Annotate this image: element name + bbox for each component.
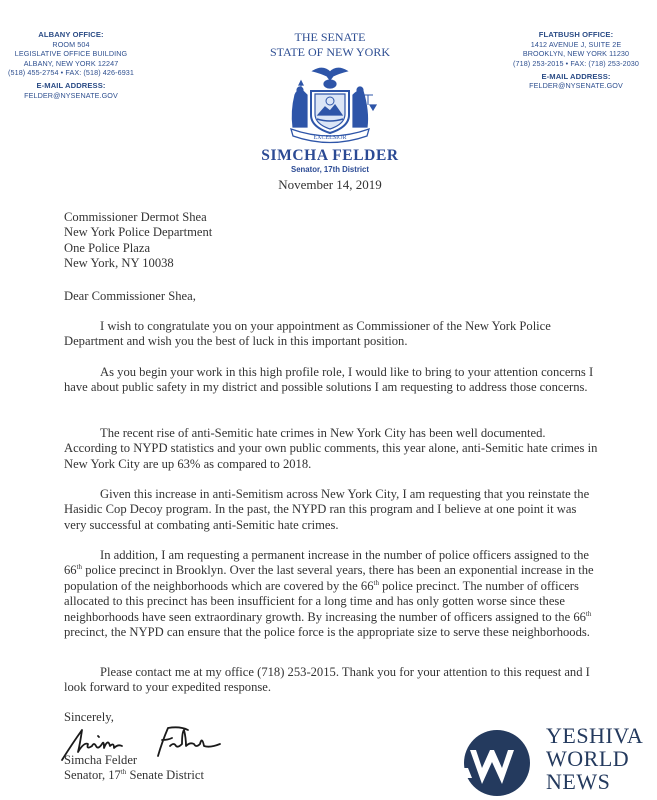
recipient-line: New York Police Department — [64, 225, 213, 240]
flatbush-email: FELDER@NYSENATE.GOV — [529, 81, 623, 91]
ordinal-suffix: th — [585, 609, 592, 618]
albany-email: FELDER@NYSENATE.GOV — [24, 91, 118, 101]
flatbush-email-heading: E-MAIL ADDRESS: — [541, 71, 611, 81]
recipient-line: One Police Plaza — [64, 240, 151, 255]
watermark-line: NEWS — [546, 769, 611, 794]
salutation: Dear Commissioner Shea, — [64, 289, 196, 303]
ordinal-suffix: th — [76, 563, 83, 572]
albany-office-block — [0, 30, 142, 101]
albany-office-phone: (518) 455-2754 • FAX: (518) 426-6931 — [8, 68, 134, 78]
senator-title: Senator, 17th District — [291, 165, 369, 174]
signer-title-text: Senate District — [126, 768, 204, 783]
watermark-text — [546, 724, 643, 793]
paragraph-contact: Please contact me at my office (718) 253-2015. Thank you for your attention to this request and I look forward to your expedited response. — [64, 665, 590, 695]
signer-block — [64, 753, 204, 784]
closing: Sincerely, — [64, 710, 114, 724]
paragraph-congratulations: I wish to congratulate you on your appointment as Commissioner of the New York Police Department and wish you the best of luck in this important position. — [64, 319, 551, 349]
paragraph-text: precinct, the NYPD can ensure that the police force is the appropriate size to serve these neighborhoods. — [64, 625, 590, 640]
albany-office-line: ROOM 504 — [52, 39, 90, 49]
flatbush-office-block — [495, 30, 657, 91]
paragraph-concerns: As you begin your work in this high profile role, I would like to bring to your attention concerns I have about public safety in my district and possible solutions I am requesting to address those concerns. — [64, 365, 594, 395]
recipient-line: Commissioner Dermot Shea — [64, 210, 207, 224]
ordinal-suffix: th — [373, 578, 379, 587]
yeshiva-world-news-logo-icon — [462, 728, 532, 798]
state-title: STATE OF NEW YORK — [269, 45, 391, 59]
new-york-state-seal-icon — [275, 63, 385, 145]
letter-date: November 14, 2019 — [278, 177, 382, 192]
paragraph-hate-crimes: The recent rise of anti-Semitic hate crimes in New York City has been well documented. According to NYPD statistics and your own public comments, this year alone, anti-Semitic hate crimes in New York City are up 63% as compared to 2018. — [64, 426, 598, 471]
ordinal-suffix: th — [120, 768, 127, 777]
signer-name: Simcha Felder — [64, 753, 138, 767]
flatbush-office-heading: FLATBUSH OFFICE: — [538, 30, 614, 39]
watermark-line: YESHIVA — [546, 723, 644, 748]
senate-letterhead — [220, 30, 440, 192]
paragraph-text: In addition, I am requesting a permanent increase in the number of police officers assigned to the 66 — [64, 548, 590, 578]
watermark-line: WORLD — [546, 746, 630, 771]
senate-title: THE SENATE — [294, 30, 366, 44]
recipient-address — [64, 210, 594, 272]
albany-email-heading: E-MAIL ADDRESS: — [36, 81, 106, 91]
paragraph-text: police precinct in Brooklyn. Over the last several years, there has been an exponential increase in the population of the neighborhoods which are covered by the 66 — [64, 563, 594, 593]
paragraph-text: police precinct. The number of officers allocated to this precinct has been insufficient for a long time and has only gotten worse since these neighborhoods have seen extraordinary growth. By increasing the number of officers assigned to the 66 — [64, 578, 586, 624]
seal-motto: EXCELSIOR — [313, 135, 347, 141]
albany-office-line: LEGISLATIVE OFFICE BUILDING — [14, 49, 128, 59]
flatbush-office-line: BROOKLYN, NEW YORK 11230 — [522, 49, 630, 59]
flatbush-office-line: 1412 AVENUE J, SUITE 2E — [530, 39, 622, 49]
senator-name: SIMCHA FELDER — [261, 147, 399, 164]
paragraph-precinct-request — [64, 548, 599, 640]
yeshiva-world-news-watermark — [462, 722, 657, 800]
albany-office-heading: ALBANY OFFICE: — [38, 30, 104, 39]
albany-office-line: ALBANY, NEW YORK 12247 — [23, 58, 119, 68]
recipient-line: New York, NY 10038 — [64, 256, 174, 271]
signer-title-text: Senator, 17 — [64, 768, 121, 783]
signer-title — [64, 768, 204, 783]
paragraph-decoy-program: Given this increase in anti-Semitism across New York City, I am requesting that you reinstate the Hasidic Cop Decoy program. In the past, the NYPD ran this program and I believe at one point it was very successful at combating anti-Semitic hate crimes. — [64, 487, 590, 532]
flatbush-office-phone: (718) 253-2015 • FAX: (718) 253-2030 — [513, 58, 639, 68]
